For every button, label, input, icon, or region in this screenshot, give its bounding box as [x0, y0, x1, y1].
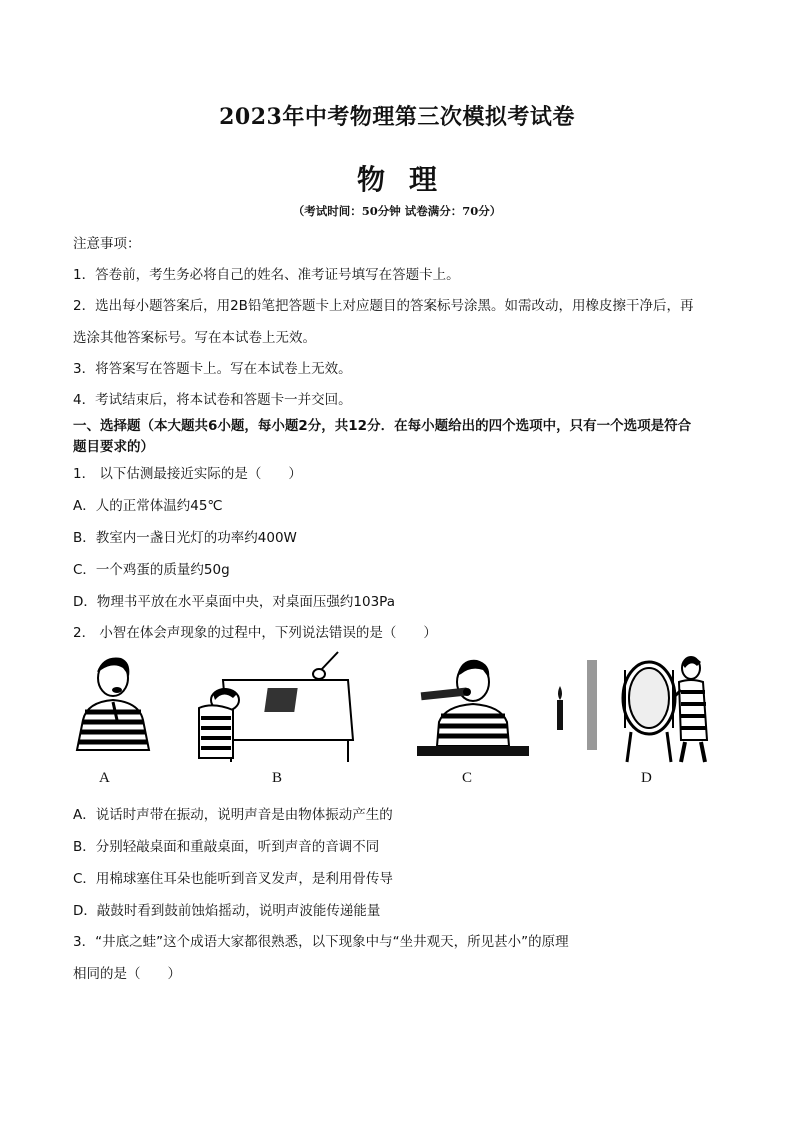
- q2-option-c: C．用棉球塞住耳朵也能听到音叉发声，是利用骨传导: [73, 871, 393, 887]
- note-item: 2．选出每小题答案后，用2B铅笔把答题卡上对应题目的答案标号涂黑。如需改动，用橡皮擦干净后，再: [73, 298, 694, 314]
- q2-option-d: D．敲鼓时看到鼓前蚀焰摇动，说明声波能传递能量: [73, 903, 381, 919]
- figure-c-tuning-fork: [413, 650, 533, 765]
- section-heading-cont: 题目要求的）: [73, 439, 154, 455]
- exam-info: （考试时间：50分钟 试卷满分：70分）: [292, 204, 502, 218]
- figure-d-drum-candle: [551, 650, 721, 765]
- question-2-stem: 2． 小智在体会声现象的过程中，下列说法错误的是（ ）: [73, 625, 437, 641]
- q1-option-d: D．物理书平放在水平桌面中央，对桌面压强约103Pa: [73, 594, 395, 610]
- question-3-stem: 3．“井底之蛙”这个成语大家都很熟悉，以下现象中与“坐井观天，所见甚小”的原理: [73, 934, 569, 950]
- question-3-stem-cont: 相同的是（ ）: [73, 966, 181, 982]
- q1-option-c: C．一个鸡蛋的质量约50g: [73, 562, 230, 578]
- q1-option-b: B．教室内一盏日光灯的功率约400W: [73, 530, 297, 546]
- figure-label-c: C: [462, 770, 473, 786]
- q2-option-b: B．分别轻敲桌面和重敲桌面，听到声音的音调不同: [73, 839, 380, 855]
- note-item: 1．答卷前，考生务必将自己的姓名、准考证号填写在答题卡上。: [73, 267, 460, 283]
- figure-label-a: A: [99, 770, 110, 786]
- q2-option-a: A．说话时声带在振动，说明声音是由物体振动产生的: [73, 807, 393, 823]
- question-1-stem: 1． 以下估测最接近实际的是（ ）: [73, 466, 302, 482]
- note-item: 3．将答案写在答题卡上。写在本试卷上无效。: [73, 361, 352, 377]
- figure-label-b: B: [272, 770, 283, 786]
- notes-heading: 注意事项：: [73, 236, 141, 252]
- note-item: 选涂其他答案标号。写在本试卷上无效。: [73, 330, 316, 346]
- note-item: 4．考试结束后，将本试卷和答题卡一并交回。: [73, 392, 352, 408]
- figure-b-table-tapping: [193, 650, 358, 765]
- exam-title: 2023年中考物理第三次模拟考试卷: [219, 104, 575, 130]
- figure-a-speaking-person: [73, 650, 153, 765]
- subject-title: 物理: [356, 163, 461, 196]
- q1-option-a: A．人的正常体温约45℃: [73, 498, 223, 514]
- q2-figures: [73, 650, 723, 790]
- section-heading: 一、选择题（本大题共6小题，每小题2分，共12分．在每小题给出的四个选项中，只有一个选项是符合: [73, 418, 692, 434]
- figure-label-d: D: [641, 770, 652, 786]
